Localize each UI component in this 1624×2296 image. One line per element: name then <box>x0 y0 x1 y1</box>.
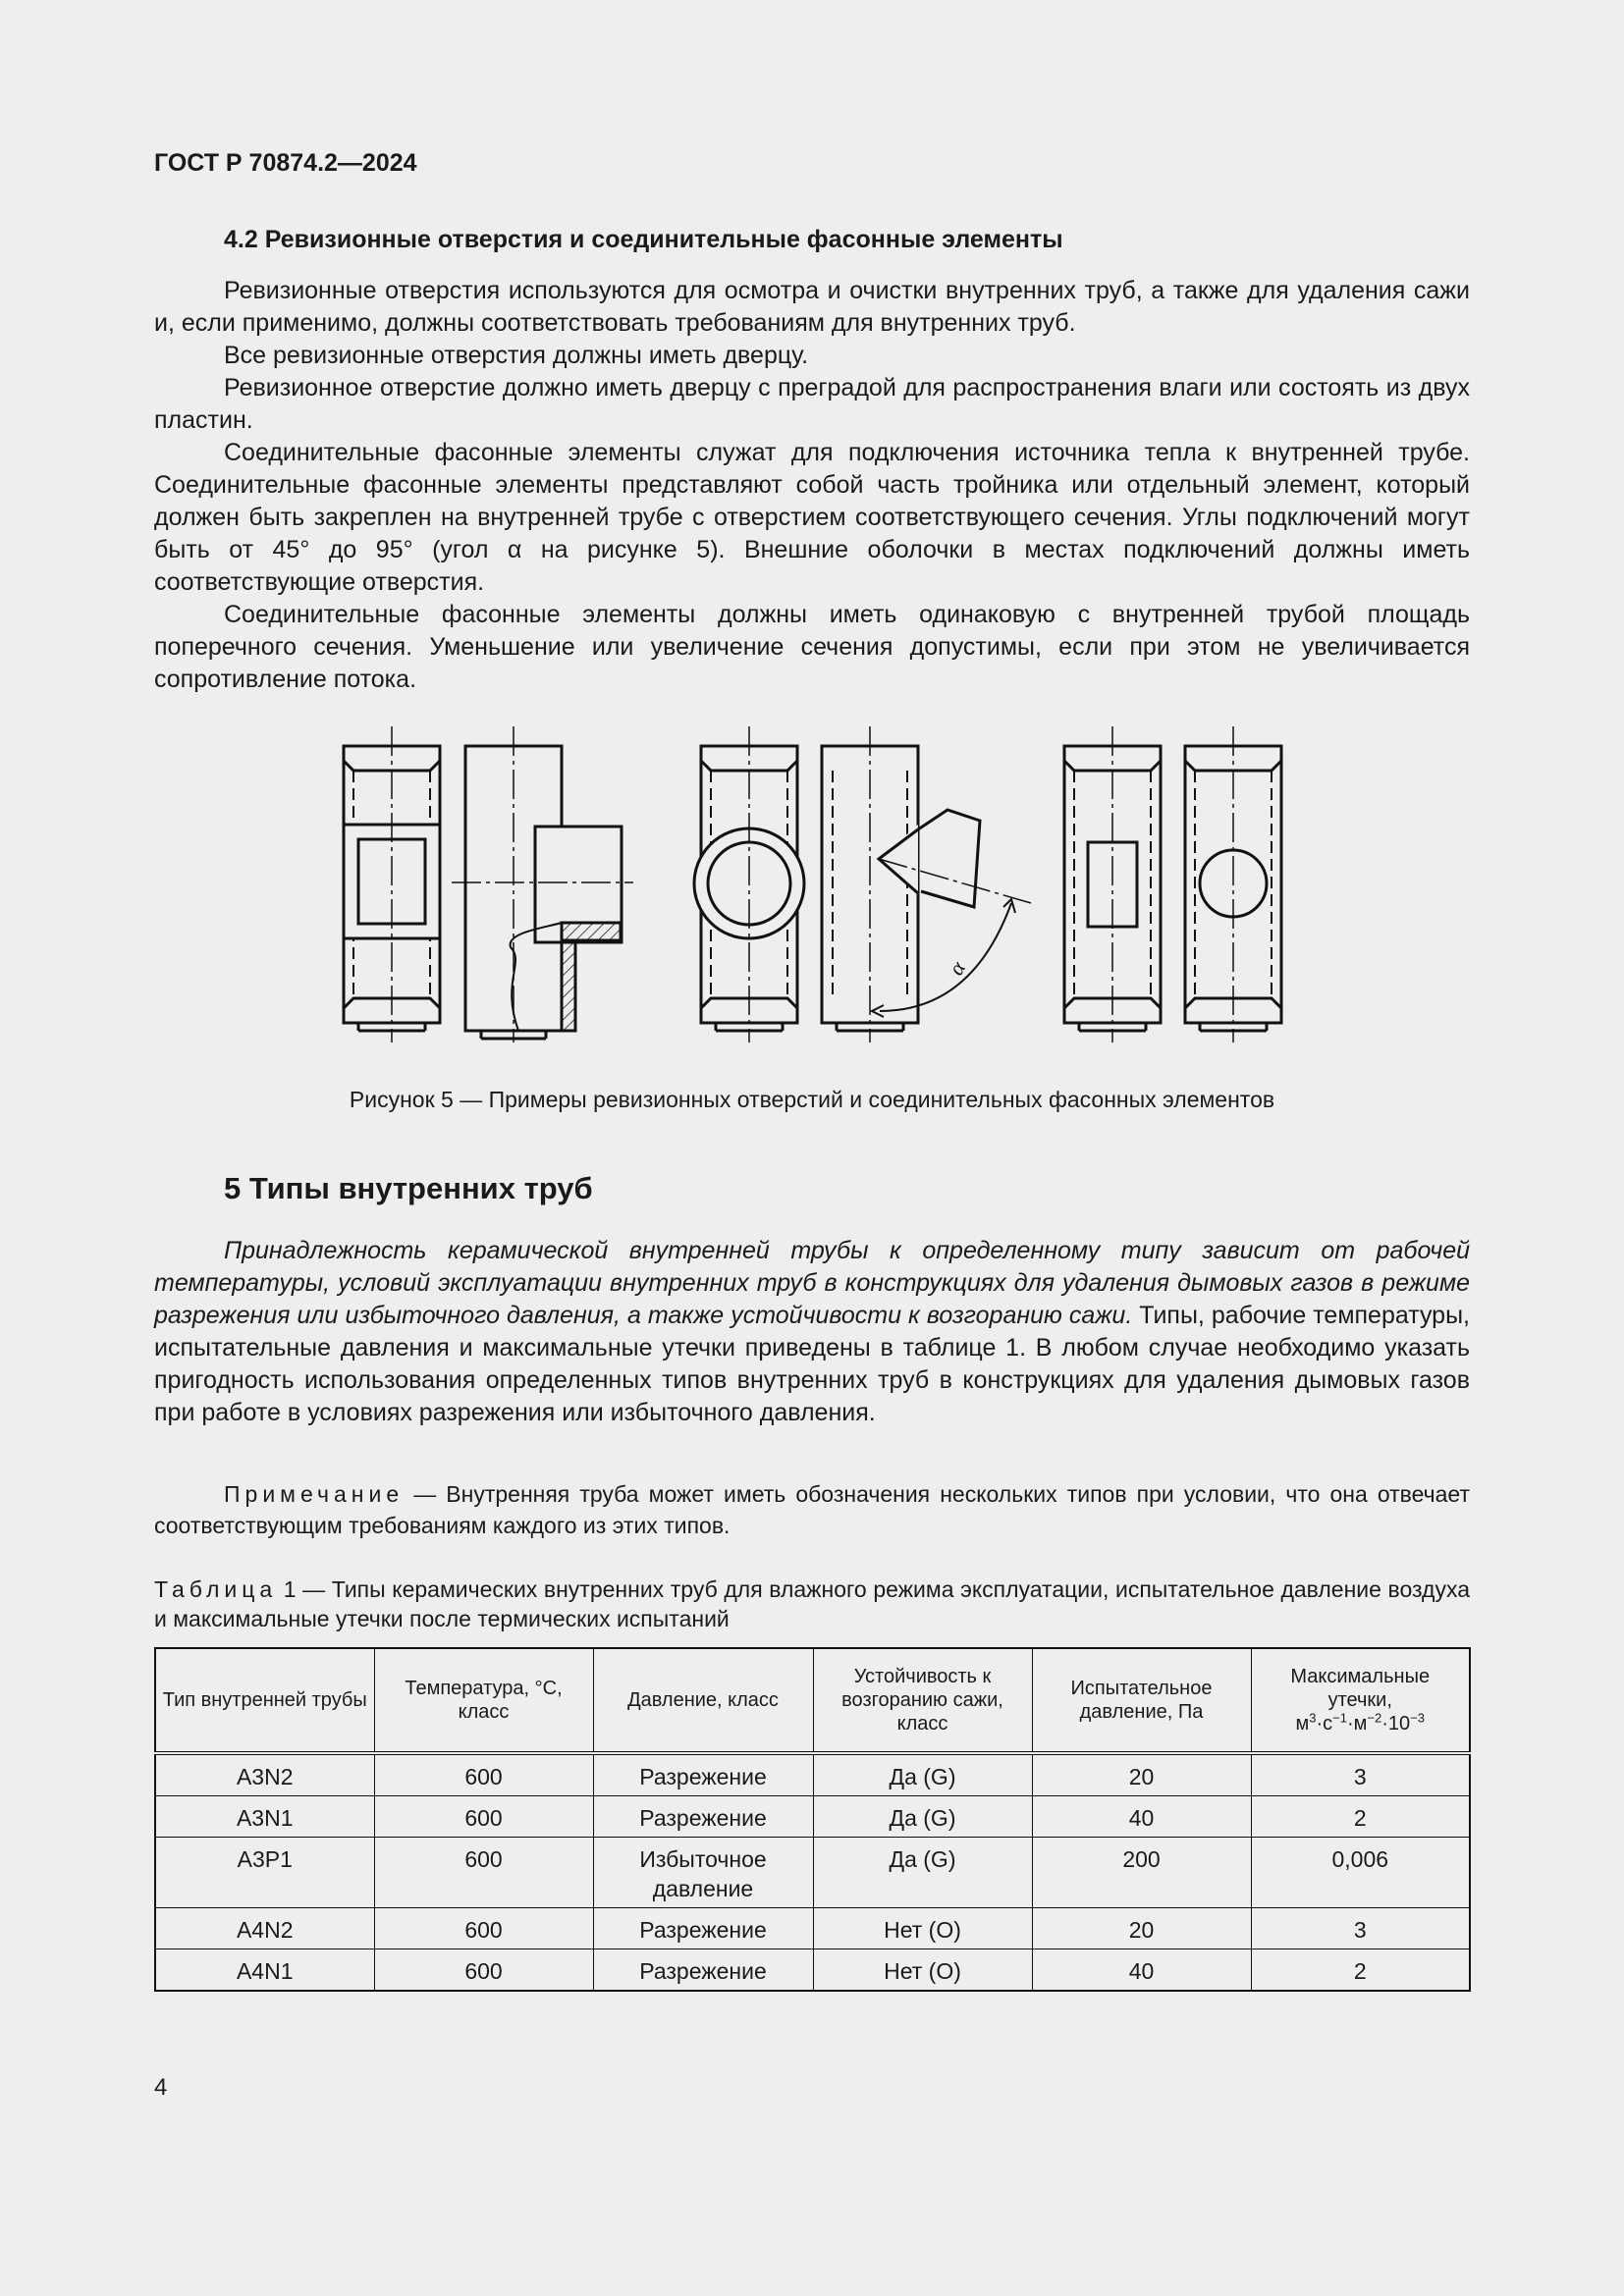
paragraph: Соединительные фасонные элементы служат для подключения источника тепла к внутренней трубе. Соединительные фасонные элементы представляют собой часть тройника или отдельный элемент, который должен быть закреплен на внутренней трубе с отверстием соответствующего сечения. Углы подключений могут быть от 45° до 95° (угол α на рисунке 5). Внешние оболочки в местах подключений должны иметь соответствующие отверстия. <box>154 439 1470 596</box>
pipe-small-rect-opening <box>1064 726 1161 1042</box>
paragraph: Ревизионные отверстия используются для осмотра и очистки внутренних труб, а также для удаления сажи и, если применимо, должны соответствовать требованиям для внутренних труб. <box>154 277 1470 337</box>
cell-temperature: 600 <box>374 1838 593 1908</box>
pipe-rect-opening <box>344 726 440 1042</box>
note <box>154 1478 1470 1541</box>
table-row <box>155 1753 1470 1796</box>
table-row <box>155 1949 1470 1992</box>
cell-leakage: 0,006 <box>1251 1838 1470 1908</box>
cell-temperature: 600 <box>374 1949 593 1992</box>
header-type: Тип внутренней трубы <box>155 1648 374 1753</box>
header-pressure: Давление, класс <box>593 1648 813 1753</box>
normal-text: Типы, рабочие температуры, испытательные давления и максимальные утечки приведены в таблице 1. В любом случае необходимо указать пригодность использования определенных типов внутренних труб в конструкциях для удаления дымовых газов при работе в условиях разрежения или избыточного давления. <box>154 1302 1470 1426</box>
cell-type: A4N1 <box>155 1949 374 1992</box>
section-5-text <box>154 1235 1470 1429</box>
note-label: Примечание <box>224 1481 405 1507</box>
pipe-round-opening <box>1185 726 1281 1042</box>
table-caption-label: Таблица <box>154 1576 278 1602</box>
pipe-angled-branch <box>822 726 1031 1042</box>
paragraph: Ревизионное отверстие должно иметь дверцу с преградой для распространения влаги или состоять из двух пластин. <box>154 374 1470 434</box>
cell-type: A3P1 <box>155 1838 374 1908</box>
angle-alpha-label: α <box>943 956 971 980</box>
cell-leakage: 2 <box>1251 1949 1470 1992</box>
cell-type: A3N2 <box>155 1753 374 1796</box>
cell-test-pressure: 20 <box>1032 1908 1251 1949</box>
table-row <box>155 1796 1470 1838</box>
section-4-2-text <box>154 275 1470 696</box>
header-test-pressure: Испытательное давление, Па <box>1032 1648 1251 1753</box>
cell-leakage: 3 <box>1251 1908 1470 1949</box>
section-5-title: 5 Типы внутренних труб <box>224 1171 593 1205</box>
header-max-leakage: Максимальные утечки, $м^3\cdot с^{-1}\cdot м^{-2}\cdot 10^{-3}$ <box>1251 1648 1470 1753</box>
page-number: 4 <box>154 2074 168 2101</box>
pipe-round-branch <box>694 726 804 1042</box>
cell-test-pressure: 40 <box>1032 1949 1251 1992</box>
data-table <box>154 1647 1471 1992</box>
cell-type: A4N2 <box>155 1908 374 1949</box>
cell-soot: Да (G) <box>813 1796 1032 1838</box>
tee-section <box>452 726 633 1042</box>
cell-pressure: Разрежение <box>593 1949 813 1992</box>
cell-pressure: Разрежение <box>593 1753 813 1796</box>
cell-soot: Да (G) <box>813 1838 1032 1908</box>
cell-test-pressure: 40 <box>1032 1796 1251 1838</box>
cell-temperature: 600 <box>374 1908 593 1949</box>
cell-soot: Нет (O) <box>813 1908 1032 1949</box>
cell-temperature: 600 <box>374 1796 593 1838</box>
paragraph: Все ревизионные отверстия должны иметь дверцу. <box>224 342 809 369</box>
table-caption-text: 1 — Типы керамических внутренних труб для влажного режима эксплуатации, испытательное давление воздуха и максимальные утечки после термических испытаний <box>154 1576 1470 1631</box>
figure-5-drawing <box>334 726 1296 1060</box>
table-header-row <box>155 1648 1470 1753</box>
paragraph <box>154 1235 1470 1429</box>
cell-soot: Да (G) <box>813 1753 1032 1796</box>
cell-pressure: Разрежение <box>593 1796 813 1838</box>
cell-type: A3N1 <box>155 1796 374 1838</box>
cell-test-pressure: 20 <box>1032 1753 1251 1796</box>
table-row <box>155 1908 1470 1949</box>
cell-pressure: Избыточное давление <box>593 1838 813 1908</box>
cell-leakage: 3 <box>1251 1753 1470 1796</box>
table-row <box>155 1838 1470 1908</box>
cell-pressure: Разрежение <box>593 1908 813 1949</box>
figure-caption: Рисунок 5 — Примеры ревизионных отверстий и соединительных фасонных элементов <box>349 1087 1275 1112</box>
cell-soot: Нет (O) <box>813 1949 1032 1992</box>
cell-leakage: 2 <box>1251 1796 1470 1838</box>
table-caption <box>154 1575 1470 1633</box>
italic-text: Принадлежность керамической внутренней трубы к определенному типу зависит от рабочей температуры, условий эксплуатации внутренних труб в конструкциях для удаления дымовых газов в режиме разрежения или избыточного давления, а также устойчивости к возгоранию сажи. <box>154 1237 1470 1329</box>
subsection-title: 4.2 Ревизионные отверстия и соединительные фасонные элементы <box>224 226 1063 253</box>
document-header: ГОСТ Р 70874.2—2024 <box>154 149 417 177</box>
paragraph: Соединительные фасонные элементы должны иметь одинаковую с внутренней трубой площадь поперечного сечения. Уменьшение или увеличение сечения допустимы, если при этом не увеличивается сопротивление потока. <box>154 601 1470 693</box>
header-soot-resistance: Устойчивость к возгоранию сажи, класс <box>813 1648 1032 1753</box>
note-text: — Внутренняя труба может иметь обозначения нескольких типов при условии, что она отвечает соответствующим требованиям каждого из этих типов. <box>154 1481 1470 1538</box>
cell-temperature: 600 <box>374 1753 593 1796</box>
header-temperature: Температура, °С, класс <box>374 1648 593 1753</box>
cell-test-pressure: 200 <box>1032 1838 1251 1908</box>
